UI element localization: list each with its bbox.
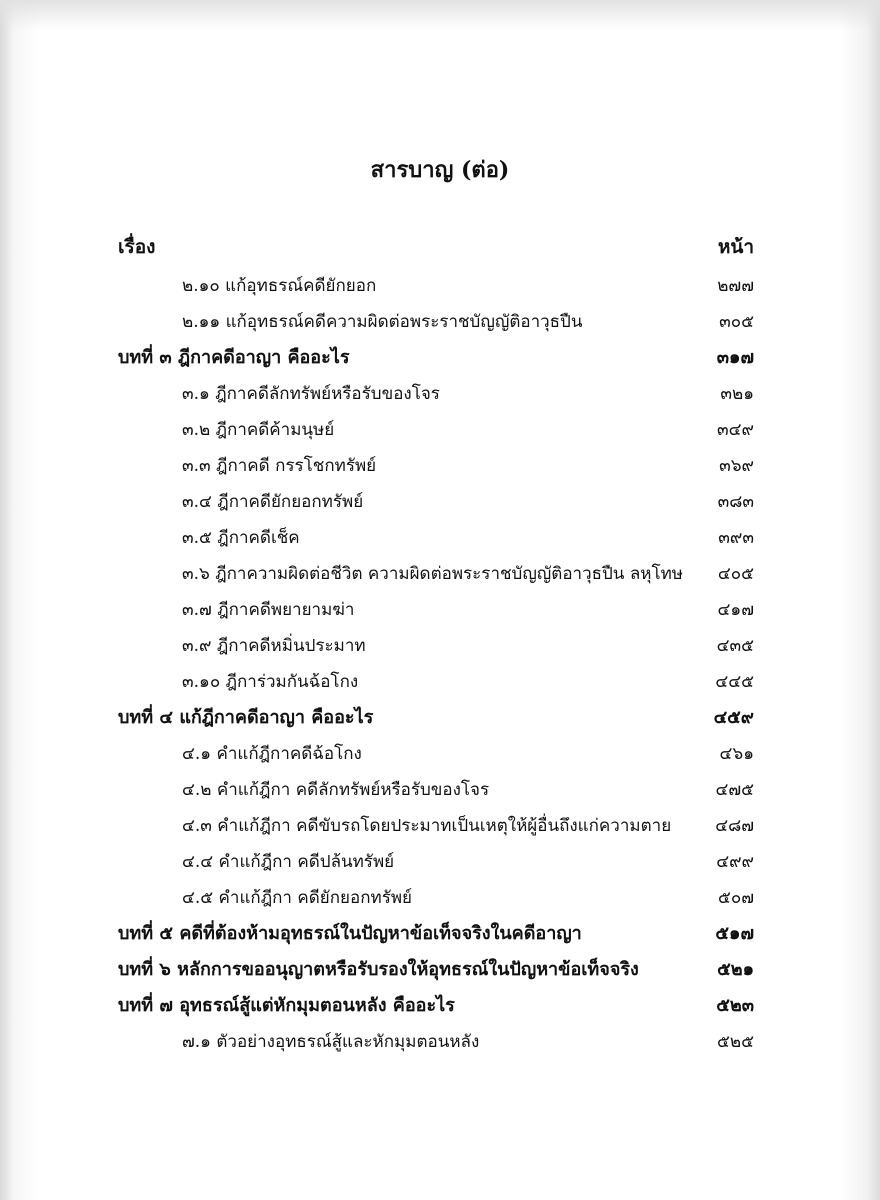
toc-entry-page: ๔๓๕ [716, 636, 754, 656]
toc-entry [118, 664, 754, 700]
toc-entry-title: ๓.๕ ฎีกาคดีเช็ค [182, 528, 300, 548]
toc-entry [118, 448, 754, 484]
toc-entry-page: ๔๖๑ [719, 744, 754, 764]
toc-entry-title: ๔.๑ คำแก้ฎีกาคดีฉ้อโกง [182, 744, 362, 764]
toc-entry-page: ๕๒๑ [717, 959, 754, 980]
toc-entry-title: ๔.๓ คำแก้ฎีกา คดีขับรถโดยประมาทเป็นเหตุให้ผู้อื่นถึงแก่ความตาย [182, 816, 672, 836]
page-title: สารบาญ (ต่อ) [370, 157, 510, 183]
toc-entry [118, 520, 754, 556]
toc-entry-title: บทที่ ๕ คดีที่ต้องห้ามอุทธรณ์ในปัญหาข้อเท็จจริงในคดีอาญา [118, 923, 582, 944]
toc-entry-page: ๔๐๕ [717, 564, 754, 584]
toc-entry-page: ๔๘๗ [715, 816, 754, 836]
toc-entry [118, 376, 754, 412]
toc-entry [118, 268, 754, 304]
toc-entry [118, 952, 754, 988]
toc-entry-title: ๗.๑ ตัวอย่างอุทธรณ์สู้และหักมุมตอนหลัง [182, 1032, 480, 1052]
toc-entry-page: ๓๐๕ [719, 312, 754, 332]
table-of-contents [118, 268, 754, 1060]
toc-entry-page: ๔๗๕ [715, 780, 754, 800]
toc-entry [118, 808, 754, 844]
toc-entry [118, 736, 754, 772]
toc-entry-page: ๒๗๗ [717, 276, 754, 296]
toc-entry-title: ๓.๗ ฎีกาคดีพยายามฆ่า [182, 600, 355, 620]
toc-entry-title: บทที่ ๗ อุทธรณ์สู้แต่หักมุมตอนหลัง คืออะไร [118, 995, 455, 1016]
page-top-edge [0, 0, 880, 30]
toc-entry-page: ๓๘๓ [717, 492, 754, 512]
toc-entry [118, 592, 754, 628]
toc-entry-page: ๓๖๙ [719, 456, 754, 476]
toc-entry-page: ๓๑๗ [716, 347, 754, 368]
toc-header [118, 232, 754, 264]
toc-entry-title: ๔.๔ คำแก้ฎีกา คดีปล้นทรัพย์ [182, 852, 395, 872]
toc-entry [118, 484, 754, 520]
toc-entry-page: ๔๑๗ [717, 600, 754, 620]
toc-entry [118, 628, 754, 664]
toc-header-page: หน้า [717, 236, 754, 258]
toc-entry-page: ๕๐๗ [717, 888, 754, 908]
toc-entry-title: ๓.๑ ฎีกาคดีลักทรัพย์หรือรับของโจร [182, 384, 440, 404]
toc-entry-title: ๓.๑๐ ฎีการ่วมกันฉ้อโกง [182, 672, 359, 692]
toc-entry-page: ๓๔๙ [717, 420, 754, 440]
toc-entry-page: ๕๑๗ [715, 923, 754, 944]
toc-entry-page: ๔๕๙ [713, 707, 754, 728]
toc-entry-title: ๒.๑๑ แก้อุทธรณ์คดีความผิดต่อพระราชบัญญัติอาวุธปืน [182, 312, 583, 332]
toc-entry [118, 700, 754, 736]
toc-entry [118, 916, 754, 952]
toc-entry [118, 988, 754, 1024]
toc-entry-page: ๓๙๓ [718, 528, 754, 548]
toc-entry [118, 1024, 754, 1060]
toc-entry-title: ๓.๔ ฎีกาคดียักยอกทรัพย์ [182, 492, 364, 512]
toc-header-subject: เรื่อง [118, 236, 156, 258]
toc-entry-title: ๔.๒ คำแก้ฎีกา คดีลักทรัพย์หรือรับของโจร [182, 780, 490, 800]
toc-entry-title: ๒.๑๐ แก้อุทธรณ์คดียักยอก [182, 276, 377, 296]
toc-entry-title: บทที่ ๖ หลักการขออนุญาตหรือรับรองให้อุทธรณ์ในปัญหาข้อเท็จจริง [118, 959, 639, 980]
toc-entry-title: ๓.๖ ฎีกาความผิดต่อชีวิต ความผิดต่อพระราชบัญญัติอาวุธปืน ลหุโทษ [182, 564, 683, 584]
toc-entry-title: ๓.๓ ฎีกาคดี กรรโชกทรัพย์ [182, 456, 377, 476]
toc-entry-page: ๔๙๙ [716, 852, 754, 872]
toc-entry [118, 844, 754, 880]
toc-entry-title: ๓.๒ ฎีกาคดีค้ามนุษย์ [182, 420, 335, 440]
toc-entry-title: ๓.๙ ฎีกาคดีหมิ่นประมาท [182, 636, 366, 656]
toc-entry-title: บทที่ ๓ ฎีกาคดีอาญา คืออะไร [118, 347, 350, 368]
toc-entry [118, 772, 754, 808]
toc-entry [118, 412, 754, 448]
toc-entry-page: ๕๒๕ [717, 1032, 754, 1052]
toc-entry [118, 304, 754, 340]
toc-entry [118, 340, 754, 376]
toc-entry [118, 880, 754, 916]
toc-entry-page: ๓๒๑ [720, 384, 754, 404]
toc-entry-page: ๔๔๕ [715, 672, 754, 692]
toc-entry [118, 556, 754, 592]
toc-entry-title: บทที่ ๔ แก้ฎีกาคดีอาญา คืออะไร [118, 707, 374, 728]
toc-entry-title: ๔.๕ คำแก้ฎีกา คดียักยอกทรัพย์ [182, 888, 412, 908]
toc-entry-page: ๕๒๓ [716, 995, 754, 1016]
